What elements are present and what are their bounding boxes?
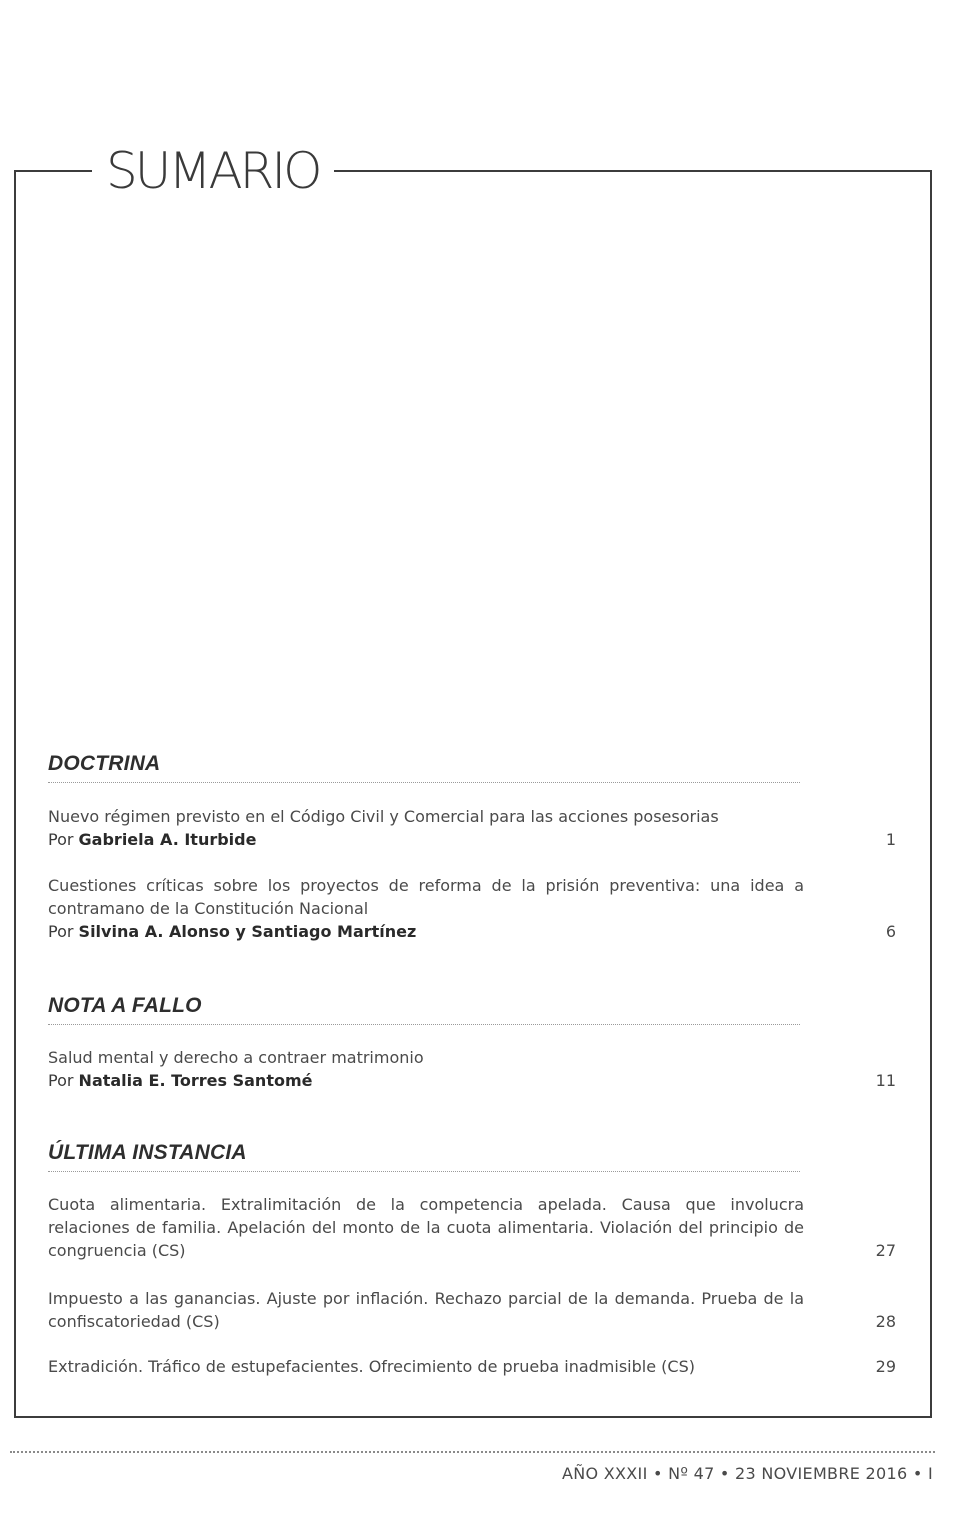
toc-entry[interactable] (48, 1287, 896, 1333)
author-prefix: Por (48, 1071, 74, 1090)
page-number: 27 (875, 1241, 896, 1260)
author-name: Gabriela A. Iturbide (78, 830, 257, 849)
entry-title: Nuevo régimen previsto en el Código Civil y Comercial para las acciones posesorias (48, 807, 719, 826)
toc-entry[interactable] (48, 1355, 896, 1378)
author-name: Silvina A. Alonso y Santiago Martínez (78, 922, 417, 941)
entry-title: Impuesto a las ganancias. Ajuste por inflación. Rechazo parcial de la demanda. Prueba de la confiscatoriedad (CS) (48, 1289, 804, 1331)
page-number: 28 (875, 1312, 896, 1331)
section-heading: NOTA A FALLO (48, 994, 800, 1025)
section-heading-ultima-instancia (48, 1141, 800, 1172)
page-number: 6 (885, 922, 896, 941)
page-number: 29 (875, 1357, 896, 1376)
entry-author-line (48, 1069, 896, 1092)
entry-title: Salud mental y derecho a contraer matrimonio (48, 1048, 424, 1067)
page-footer: AÑO XXXII • Nº 47 • 23 NOVIEMBRE 2016 • I (561, 1464, 933, 1483)
author-prefix: Por (48, 830, 74, 849)
section-heading-nota-a-fallo (48, 994, 800, 1025)
section-heading: ÚLTIMA INSTANCIA (48, 1141, 800, 1172)
toc-entry[interactable] (48, 1046, 896, 1092)
toc-entry[interactable] (48, 874, 896, 943)
footer-divider (10, 1451, 935, 1453)
page-title: SUMARIO (92, 140, 334, 202)
section-heading: DOCTRINA (48, 752, 800, 783)
entry-title: Extradición. Tráfico de estupefacientes. Ofrecimiento de prueba inadmisible (CS) (48, 1357, 695, 1376)
toc-entry[interactable] (48, 805, 896, 851)
entry-author-line (48, 828, 896, 851)
author-name: Natalia E. Torres Santomé (78, 1071, 313, 1090)
entry-title: Cuota alimentaria. Extralimitación de la competencia apelada. Causa que involucra relaciones de familia. Apelación del monto de la cuota alimentaria. Violación del principio de congruencia (CS) (48, 1195, 804, 1260)
entry-title: Cuestiones críticas sobre los proyectos de reforma de la prisión preventiva: una idea a contramano de la Constitución Nacional (48, 876, 804, 918)
section-heading-doctrina (48, 752, 800, 783)
toc-entry[interactable] (48, 1193, 896, 1262)
author-prefix: Por (48, 922, 74, 941)
entry-author-line (48, 920, 896, 943)
page-number: 1 (885, 830, 896, 849)
page-number: 11 (875, 1071, 896, 1090)
